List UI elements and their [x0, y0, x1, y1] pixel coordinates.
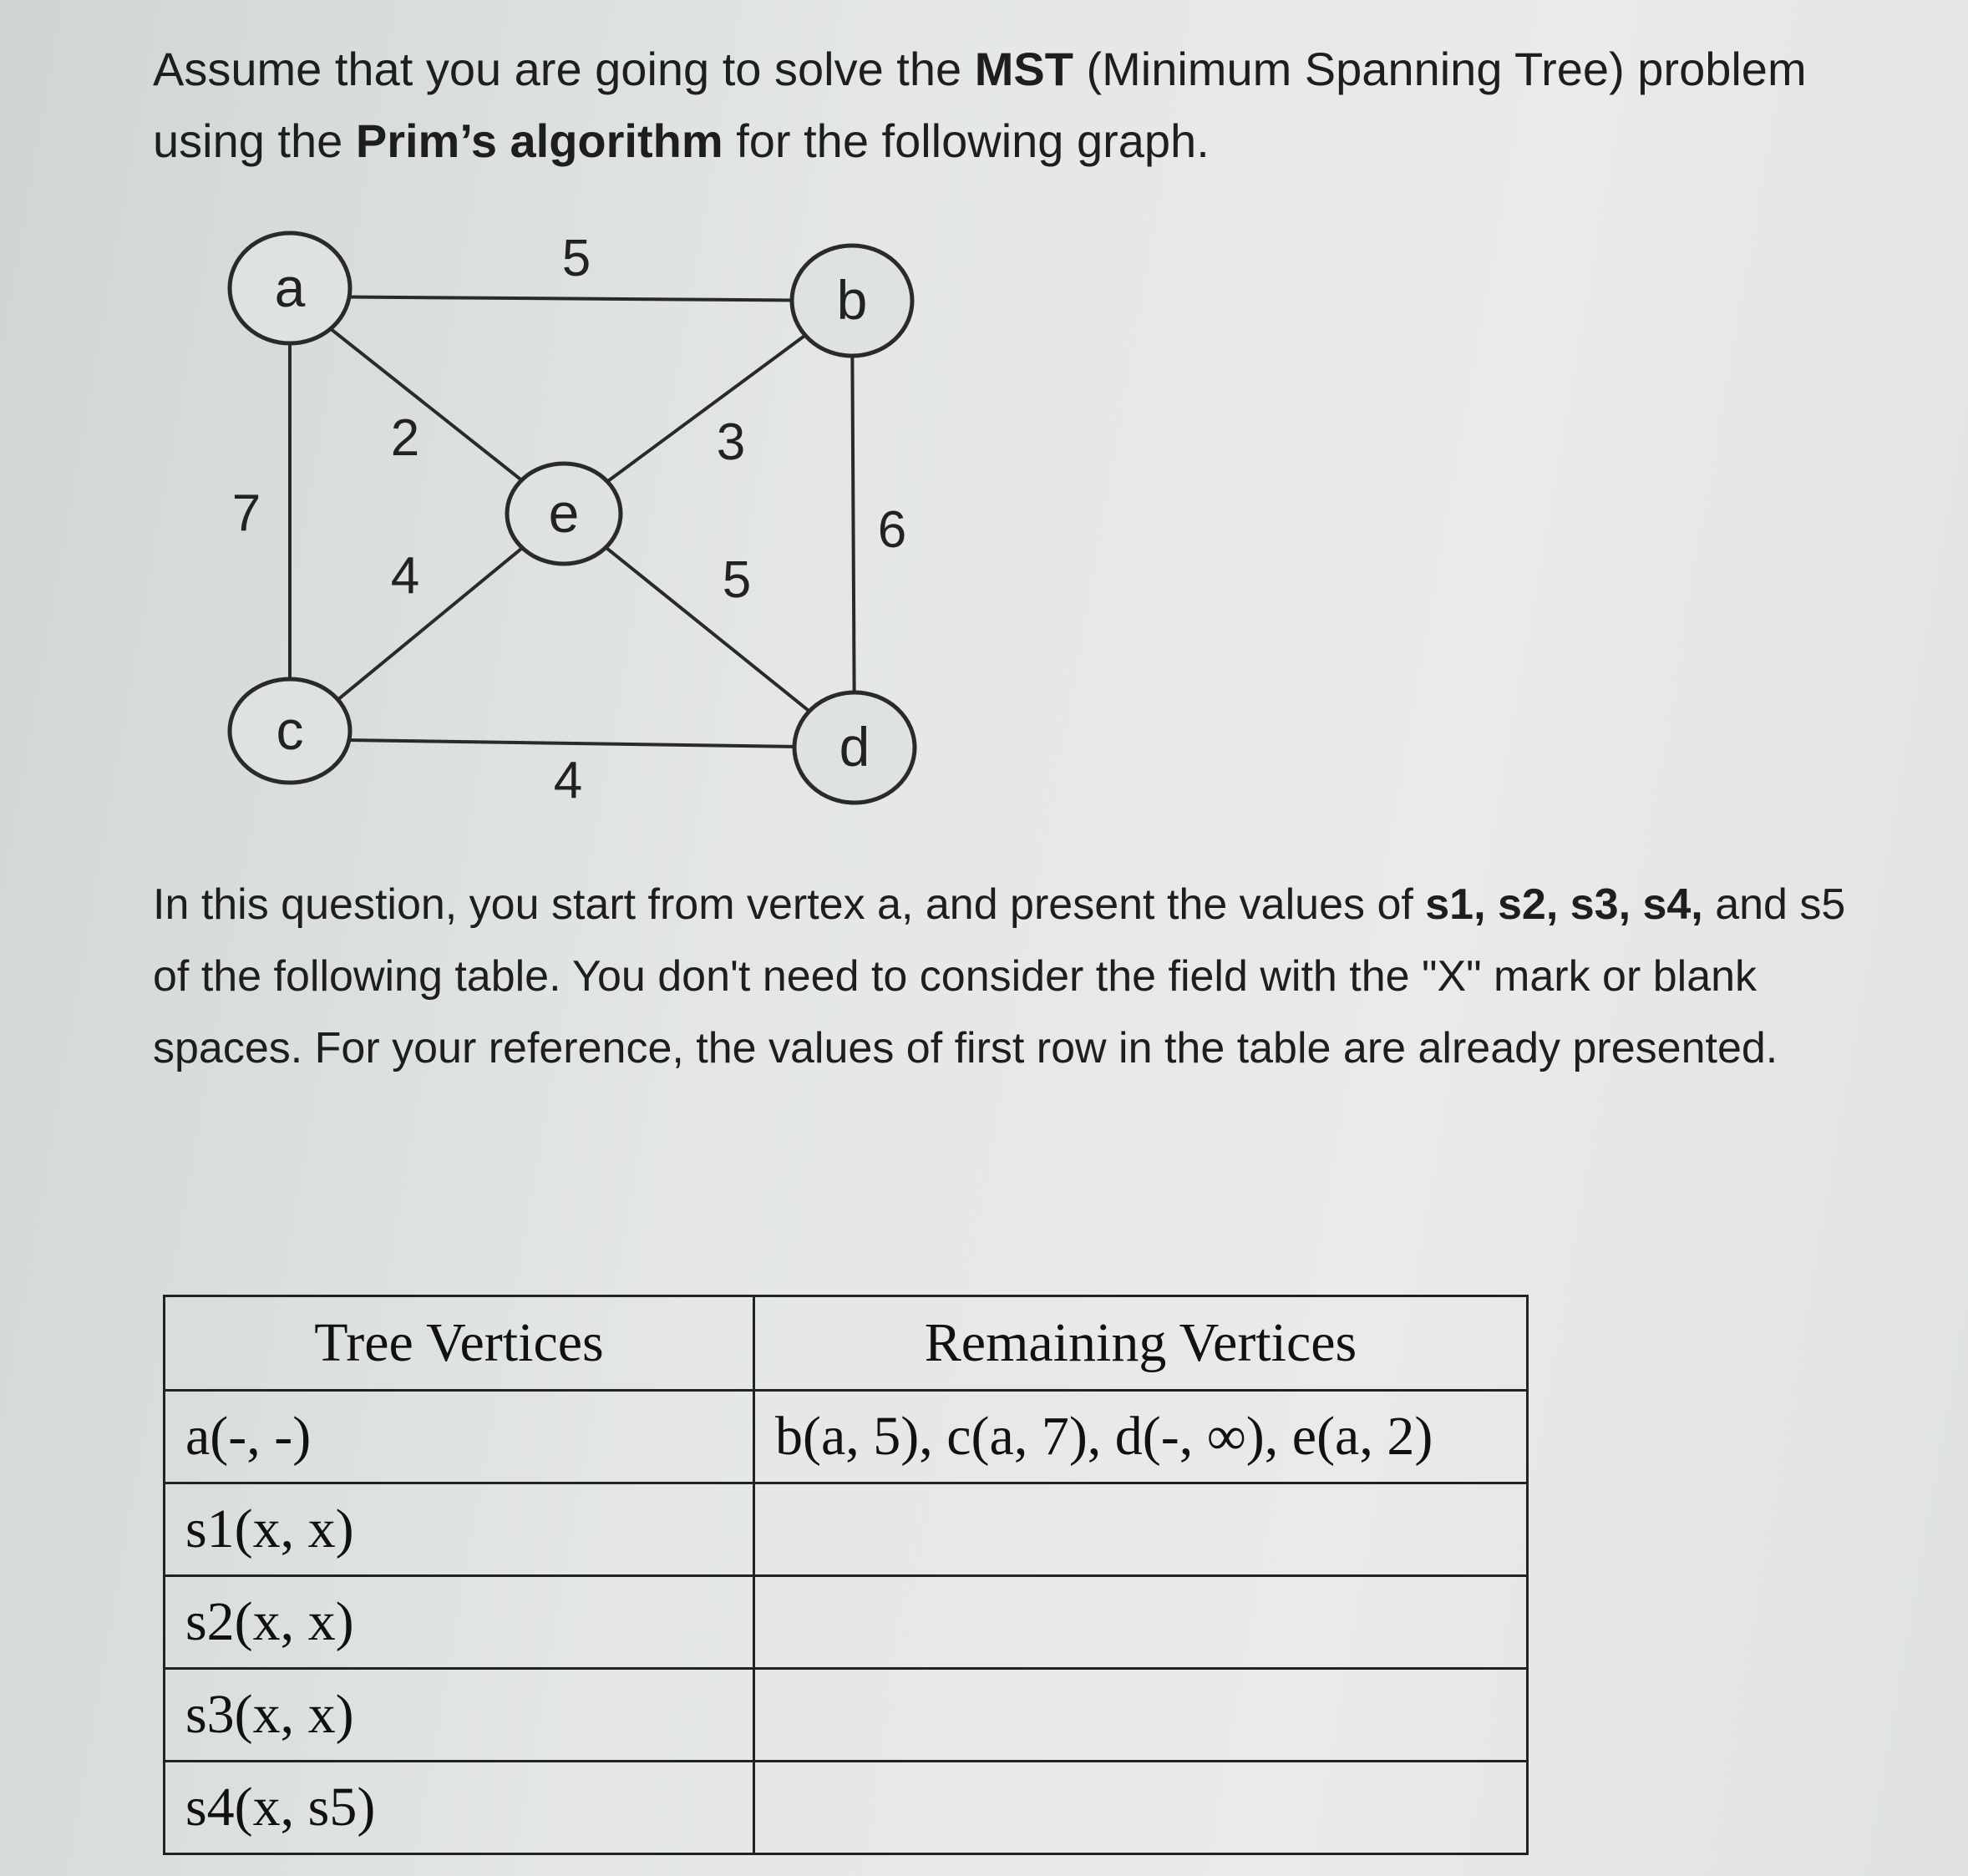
- tree-cell: s3(x, x): [165, 1669, 754, 1762]
- weight-c-e: 4: [390, 547, 420, 605]
- remaining-cell: [754, 1762, 1528, 1854]
- weight-b-e: 3: [716, 413, 746, 471]
- tree-cell: s2(x, x): [165, 1576, 754, 1669]
- edge-c-d: [290, 739, 855, 748]
- header-remaining-vertices: Remaining Vertices: [754, 1296, 1528, 1391]
- remaining-cell: [754, 1576, 1528, 1669]
- weight-c-d: 4: [553, 752, 583, 809]
- table-row: [165, 1483, 1528, 1576]
- tree-cell: s1(x, x): [165, 1483, 754, 1576]
- vertex-label-d: d: [839, 716, 870, 778]
- edge-a-b: [290, 297, 852, 301]
- vertex-label-a: a: [274, 256, 306, 318]
- question-text-1: In this question, you start from vertex a, and present the values of: [153, 880, 1426, 929]
- question-intro: [153, 33, 1924, 177]
- weight-a-b: 5: [561, 230, 591, 287]
- graph-svg: [209, 213, 961, 831]
- weight-a-c: 7: [231, 484, 261, 542]
- vertex-label-b: b: [836, 269, 868, 331]
- graph-diagram: [209, 213, 961, 831]
- table-row: [165, 1391, 1528, 1483]
- vertex-label-c: c: [276, 699, 304, 761]
- question-body: [153, 869, 1890, 1084]
- question-s-list: s1, s2, s3, s4,: [1425, 880, 1703, 929]
- weight-e-d: 5: [722, 551, 752, 609]
- intro-text-3: for the following graph.: [723, 114, 1210, 167]
- intro-text-1: Assume that you are going to solve the: [153, 43, 975, 95]
- remaining-cell: [754, 1669, 1528, 1762]
- prim-table: [163, 1295, 1529, 1855]
- table-row: [165, 1669, 1528, 1762]
- remaining-cell: [754, 1483, 1528, 1576]
- intro-mst: MST: [974, 43, 1073, 95]
- table-row: [165, 1762, 1528, 1854]
- weight-b-d: 6: [877, 501, 907, 559]
- table-header-row: [165, 1296, 1528, 1391]
- tree-cell: a(-, -): [165, 1391, 754, 1483]
- tree-cell: s4(x, s5): [165, 1762, 754, 1854]
- remaining-cell: b(a, 5), c(a, 7), d(-, ∞), e(a, 2): [754, 1391, 1528, 1483]
- intro-text-2: (Minimum Spanning Tree) problem using the: [153, 43, 1807, 167]
- vertex-label-e: e: [548, 482, 580, 544]
- intro-prim: Prim’s algorithm: [355, 114, 723, 167]
- weight-a-e: 2: [390, 409, 420, 467]
- edge-b-d: [852, 301, 855, 748]
- header-tree-vertices: Tree Vertices: [165, 1296, 754, 1391]
- question-text-2: and s5 of the following table. You don't need to consider the field with the "X" mark or blank spaces. For your reference, the values of first row in the table are already presented.: [153, 880, 1846, 1072]
- table-row: [165, 1576, 1528, 1669]
